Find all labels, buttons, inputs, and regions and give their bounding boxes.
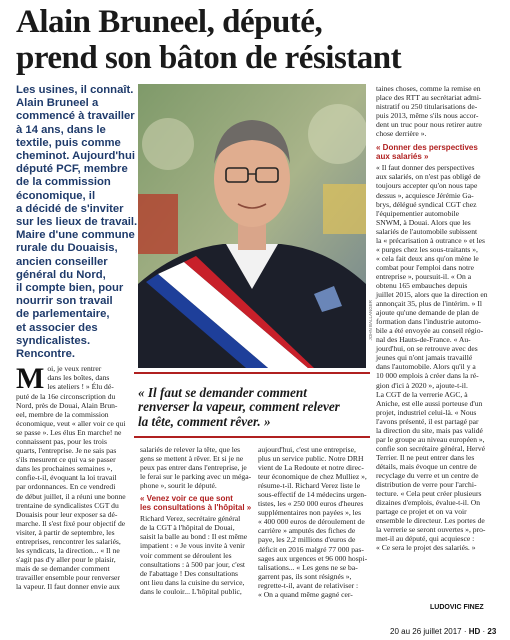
page-footer: 20 au 26 juillet 2017 · HD · 23 (390, 627, 497, 636)
text-line: confie-t-il, évoquant la loi travail (16, 473, 117, 483)
text-line: sur les lieux de travail. (16, 216, 138, 229)
text-line: la vapeur. Il faut donner envie aux (16, 581, 120, 591)
column-4-body-a (376, 84, 498, 138)
text-line: général du Nord, (16, 268, 106, 281)
text-line: quarts, l'entreprise. Je ne sais pas (16, 446, 117, 456)
text-line: « Il faut se demander comment (138, 385, 307, 400)
column-1-body (16, 392, 132, 591)
text-line: ajoute qu'une demande de plan de (376, 308, 479, 318)
text-line: renverser la vapeur, comment relever (138, 399, 340, 415)
column-2-body-b (140, 514, 253, 595)
text-line: Douaisis pour leur exposer sa dé- (16, 509, 118, 519)
text-line: « cela fait deux ans qu'on mène le (376, 253, 479, 263)
drop-cap: M (16, 362, 45, 395)
text-line: de début juillet, il a réuni une bonne (16, 491, 126, 501)
text-line: il compte bien, pour (16, 282, 124, 295)
text-line: détails, mais évoque un centre de (376, 461, 477, 471)
text-line: déficit en 2016 malgré 77 000 pas- (258, 544, 364, 554)
text-line: les consultations à l'hôpital » (140, 503, 252, 513)
text-line: distribution de verre pour l'archi- (376, 480, 477, 490)
photo-credit: JOHN BALLANGER (368, 300, 373, 341)
text-line: la direction du site, mais pas validé (376, 425, 483, 435)
text-line: « Venez voir ce que sont (140, 494, 233, 504)
portrait-illustration (138, 84, 366, 368)
text-line: chose derrière ». (376, 129, 427, 139)
text-line: syndicalistes. (16, 334, 91, 347)
pull-quote-text (138, 386, 370, 429)
text-line: travailler ensemble pour renverser (16, 572, 120, 582)
text-line: carrière » amputés des fiches de (258, 526, 356, 536)
text-line: s'ils mesurent ce qui va se passer (16, 455, 116, 465)
text-line: impatient : « Je vous invite à venir (140, 541, 245, 551)
text-line: sous-effectif de 14 médecins urgen- (258, 490, 367, 500)
text-line: jourd'hui, on se retrouve avec des (376, 344, 478, 354)
text-line: bile a été envoyée au conseil régio- (376, 326, 484, 336)
text-line: commencé à travailler (16, 110, 135, 123)
text-line: aux salariés, on n'est pas obligé de (376, 172, 481, 182)
text-line: par ordonnances. En ce vendredi (16, 482, 116, 492)
footer-page-number: 23 (487, 627, 497, 636)
text-line: regrette-t-il, avant de relativiser : (258, 580, 359, 590)
text-line: nourrir son travail (16, 295, 113, 308)
text-line: Nord, près de Douai, Alain Brun- (16, 401, 118, 411)
body-column-3 (258, 445, 368, 599)
text-line: 10 000 emplois à créer dans la ré- (376, 371, 479, 381)
text-line: la « précarisation à outrance » et les (376, 235, 486, 245)
text-line: dans le couloir... L'hôpital public, (140, 586, 242, 596)
text-line: l'équipementier automobile (376, 208, 459, 218)
column-4-body-b (376, 163, 498, 552)
text-line: phone », sourit le député. (140, 481, 217, 491)
text-line: économique, il (16, 189, 96, 202)
text-line: sages aux urgences et 96 000 hospi- (258, 553, 368, 563)
text-line: toujours accepter qu'on nous tape (376, 181, 478, 191)
text-line: teur économique de chez Mulliez », (258, 472, 367, 482)
text-line: annonçait 35, plus de l'intérim. » Il (376, 299, 482, 309)
lede-paragraph (16, 84, 138, 361)
text-line: dans l'automobile. Alors qu'il y a (376, 362, 476, 372)
text-line: taines choses, comme la remise en (376, 84, 481, 93)
text-line: Maire d'une commune (16, 229, 135, 242)
text-line: consultations : à 500 par jour, c'est (140, 559, 246, 569)
text-line: « On a quand même gagné cer- (258, 589, 353, 599)
text-line: talisations... « Les gens ne se ba- (258, 562, 358, 572)
text-line: entreprise », poursuit-il. « On a (376, 271, 472, 281)
text-line: dessus », acquiesce Jérémie Ga- (376, 190, 474, 200)
text-line: ancien conseiller (16, 255, 108, 268)
text-line: aujourd'hui, c'est une entreprise, (258, 445, 356, 454)
text-line: dans les boîtes, dans (47, 373, 110, 383)
text-line: par le groupe au niveau européen », (376, 434, 485, 444)
text-line: voir comment se déroulent les (140, 550, 232, 560)
text-line: économique, veut « aller voir ce qui (16, 419, 126, 429)
text-line: confie son secrétaire général, Hervé (376, 443, 485, 453)
text-line: les syndicats, la direction... « Il ne (16, 545, 120, 555)
text-line: s'agit pas d'y aller pour le plaisir, (16, 554, 116, 564)
text-line: Alain Bruneel a (16, 97, 99, 110)
subhead-hopital (140, 494, 253, 512)
text-line: entreprises, rencontrer les salariés, (16, 536, 121, 546)
text-line: cheminot. Aujourd'hui (16, 150, 135, 163)
text-line: dent un truc pour nous retirer autre (376, 120, 482, 130)
text-line: juillet 2015, alors que la direction en (376, 290, 488, 300)
text-line: la tête, comment rêver. » (138, 413, 271, 429)
text-line: nistratif ou 250 titularisations de- (376, 102, 478, 112)
text-line: les ateliers ! » Élu dé- (47, 382, 114, 392)
text-line: recyclage du verre et un centre de (376, 470, 479, 480)
text-line: « Ce sera le projet des salariés. » (376, 543, 476, 553)
text-line: la verrerie se seront ouvertes », pro- (376, 525, 486, 535)
text-line: Terrier. Il ne peut entrer dans les (376, 452, 475, 462)
text-line: visiter, à partir de septembre, les (16, 527, 115, 537)
text-line: Rencontre. (16, 348, 76, 361)
text-line: vient de La Redoute et notre direc- (258, 463, 364, 473)
text-line: marche. Il s'est fixé pour objectif de (16, 518, 126, 528)
footer-date: 20 au 26 juillet 2017 (390, 627, 462, 636)
text-line: Les usines, il connaît. (16, 84, 134, 96)
text-line: formation dans l'industrie automo- (376, 317, 481, 327)
text-line: de la commission (16, 176, 111, 189)
text-line: ensemble le directeur. Les portes de (376, 516, 485, 526)
text-line: La CGT de la verrerie AGC, à (376, 389, 468, 399)
text-line: salariés de relever la tête, que les (140, 445, 241, 454)
text-line: tecture. « Cela peut créer plusieurs (376, 489, 482, 499)
text-line: « Il faut donner des perspectives (376, 163, 475, 173)
text-line: textile, puis comme (16, 136, 121, 149)
body-column-2 (140, 445, 253, 596)
text-line: brys, délégué syndical CGT chez (376, 199, 477, 209)
text-line: puté de la 16e circonscription du (16, 392, 116, 401)
body-column-4 (376, 84, 498, 552)
text-line: a décidé de s'inviter (16, 202, 124, 215)
footer-publication: HD (468, 627, 481, 636)
text-line: gion d'ici à 2020 », ajoute-t-il. (376, 380, 468, 390)
text-line: Aniche, est elle aussi porteuse d'un (376, 398, 483, 408)
text-line: eel, membre de la commission (16, 410, 109, 420)
text-line: salariés de l'automobile subissent (376, 226, 478, 236)
text-line: de la CGT à l'hôpital de Douai, (140, 523, 235, 533)
text-line: SNWM, à Douai. Alors que les (376, 217, 471, 227)
text-line: ont lieu dans la cuisine du service, (140, 577, 245, 587)
text-line: peux pas entrer dans l'entreprise, je (140, 463, 247, 473)
text-line: aux salariés » (376, 152, 429, 162)
body-column-1 (16, 364, 132, 591)
text-line: de parlementaire, (16, 308, 110, 321)
text-line: résume-t-il. Richard Verez liste le (258, 481, 361, 491)
text-line: « purges chez les sous-traitants », (376, 244, 478, 254)
text-line: obtenu 165 embauches depuis (376, 280, 468, 290)
headline (16, 4, 496, 76)
text-line: connaissent pas, pour les trois (16, 437, 107, 447)
text-line: « Donner des perspectives (376, 143, 478, 153)
text-line: de l'abattage ! Des consultations (140, 568, 238, 578)
text-line: place des RTT au secrétariat admi- (376, 93, 482, 103)
text-line: rurale du Douaisis, (16, 242, 118, 255)
headline-line-1: Alain Bruneel, député, (16, 4, 323, 40)
text-line: « 400 000 euros de déroulement de (258, 517, 365, 527)
pull-quote-rule-bottom (134, 436, 370, 438)
text-line: oi, je veux rentrer (47, 364, 102, 373)
subhead-perspectives (376, 143, 498, 161)
text-line: puis 2013, même s'ils nous accor- (376, 111, 479, 121)
text-line: garrent pas, ils sont résignés », (258, 571, 352, 581)
text-line: mais de se demander comment (16, 563, 110, 573)
text-line: supplémentaires non payées », les (258, 508, 362, 518)
pull-quote-rule-top (134, 372, 370, 374)
text-line: l'avons présenté, il est partagé par (376, 416, 479, 426)
text-line: trentaine de syndicalistes CGT du (16, 500, 119, 510)
text-line: dizaines d'emplois, évalue-t-il. On (376, 498, 481, 508)
text-line: se passe ». Les élus En marche! ne (16, 428, 122, 438)
author-byline: LUDOVIC FINEZ (430, 604, 484, 611)
headline-line-2: prend son bâton de résistant (16, 40, 402, 76)
text-line: nal des Hauts-de-France. « Au- (376, 335, 471, 345)
text-line: saisit la balle au bond : Il est même (140, 532, 248, 542)
text-line: à 14 ans, dans le (16, 123, 106, 136)
text-line: met-il au député, qui acquiesce : (376, 534, 475, 544)
text-line: projet, industriel celui-là. « Nous (376, 407, 477, 417)
portrait-photo (138, 84, 366, 368)
text-line: le ferai sur le parking avec un méga- (140, 472, 252, 482)
text-line: gens se mettent à rêver. Et si je ne (140, 454, 244, 464)
text-line: tistes, les « 250 000 euros d'heures (258, 499, 364, 509)
column-2-body-a (140, 445, 253, 490)
text-line: plus un service public. Notre DRH (258, 454, 364, 464)
text-line: partage ce projet et on va voir (376, 507, 467, 517)
text-line: paye, les 2,2 millions d'euros de (258, 535, 356, 545)
text-line: député PCF, membre (16, 163, 128, 176)
text-line: jeunes qui n'ont jamais travaillé (376, 353, 473, 363)
text-line: et associer des (16, 321, 98, 334)
text-line: dans les prochaines semaines », (16, 464, 113, 474)
text-line: Richard Verez, secrétaire général (140, 514, 241, 524)
text-line: combat pour l'emploi dans notre (376, 262, 474, 272)
